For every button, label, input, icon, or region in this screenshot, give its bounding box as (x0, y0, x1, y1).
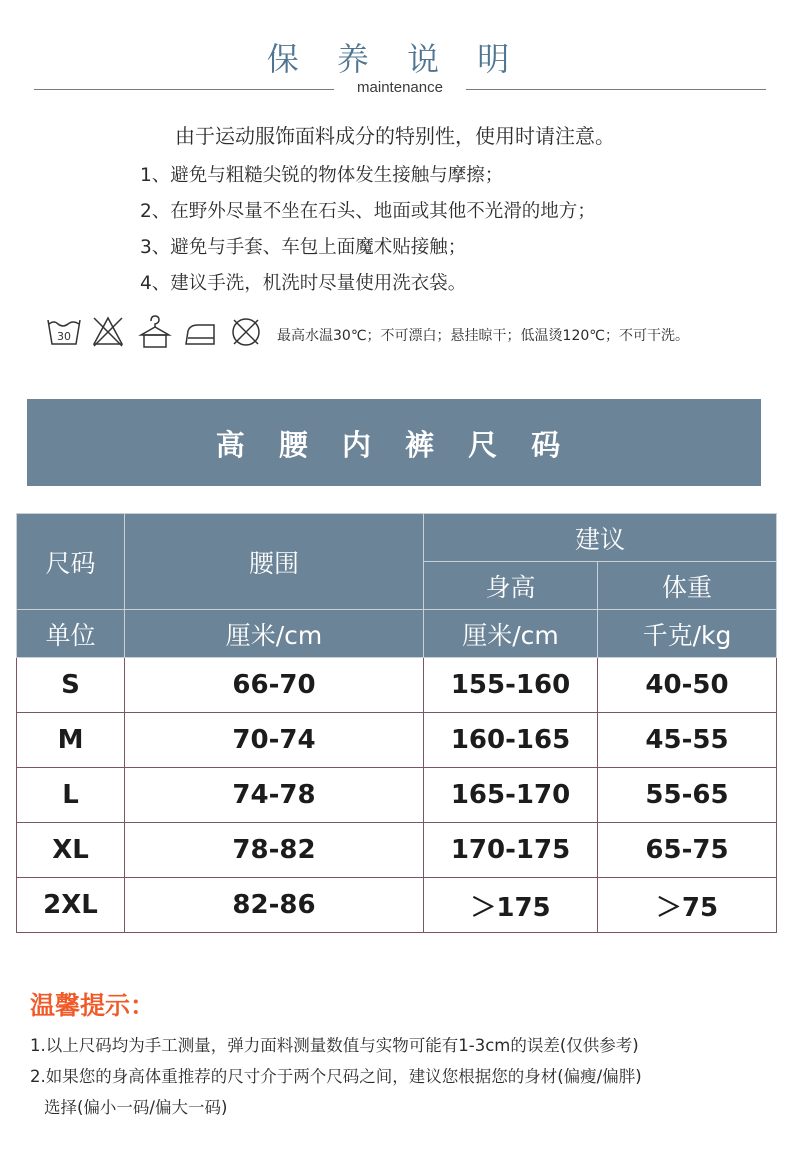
header-size: 尺码 (17, 514, 125, 610)
tips-title: 温馨提示： (30, 991, 156, 1020)
table-row (17, 768, 777, 823)
cell-weight: 55-65 (598, 768, 777, 823)
units-row (17, 610, 777, 658)
cell-waist: 70-74 (125, 713, 424, 768)
low-iron-icon (186, 325, 214, 344)
size-banner-title: 高 腰 内 裤 尺 码 (215, 428, 573, 462)
size-table (16, 513, 777, 933)
header-waist: 腰围 (125, 514, 424, 610)
cell-height: 160-165 (424, 713, 598, 768)
cell-size: S (17, 658, 125, 713)
table-header-row (17, 514, 777, 562)
cell-waist: 82-86 (125, 878, 424, 933)
cell-weight: 65-75 (598, 823, 777, 878)
table-row (17, 878, 777, 933)
wash-30-label: 30 (57, 330, 71, 343)
table-row (17, 713, 777, 768)
care-item: 1、避免与粗糙尖锐的物体发生接触与摩擦； (140, 165, 504, 186)
cell-waist: 74-78 (125, 768, 424, 823)
maintenance-subtitle: maintenance (357, 79, 443, 96)
table-row (17, 823, 777, 878)
unit-label: 单位 (17, 610, 125, 658)
wash-30-icon (48, 320, 80, 344)
cell-size: M (17, 713, 125, 768)
care-symbols-text: 最高水温30℃；不可漂白；悬挂晾干；低温烫120℃；不可干洗。 (277, 328, 689, 344)
maintenance-intro: 由于运动服饰面料成分的特别性，使用时请注意。 (175, 124, 615, 148)
cell-weight: ＞75 (598, 878, 777, 933)
cell-height: 155-160 (424, 658, 598, 713)
header-suggest: 建议 (424, 514, 777, 562)
cell-height: 165-170 (424, 768, 598, 823)
maintenance-title: 保 养 说 明 (266, 40, 524, 78)
cell-size: XL (17, 823, 125, 878)
cell-weight: 45-55 (598, 713, 777, 768)
care-item: 4、建议手洗，机洗时尽量使用洗衣袋。 (140, 273, 467, 294)
header-height: 身高 (424, 562, 598, 610)
divider-right (466, 89, 766, 90)
cell-height: ＞175 (424, 878, 598, 933)
cell-size: L (17, 768, 125, 823)
cell-height: 170-175 (424, 823, 598, 878)
tips-line-1: 1.以上尺码均为手工测量，弹力面料测量数值与实物可能有1-3cm的误差(仅供参考) (30, 1036, 639, 1055)
cell-size: 2XL (17, 878, 125, 933)
header-weight: 体重 (598, 562, 777, 610)
care-item: 3、避免与手套、车包上面魔术贴接触； (140, 237, 467, 258)
hang-dry-icon (141, 316, 169, 347)
cell-waist: 78-82 (125, 823, 424, 878)
unit-height: 厘米/cm (424, 610, 598, 658)
unit-waist: 厘米/cm (125, 610, 424, 658)
no-dry-clean-icon (233, 319, 259, 345)
divider-left (34, 89, 334, 90)
cell-waist: 66-70 (125, 658, 424, 713)
care-icons-row (46, 314, 268, 350)
tips-line-3: 选择(偏小一码/偏大一码) (44, 1098, 228, 1117)
table-row (17, 658, 777, 713)
cell-weight: 40-50 (598, 658, 777, 713)
unit-weight: 千克/kg (598, 610, 777, 658)
no-bleach-icon (94, 318, 122, 346)
tips-line-2: 2.如果您的身高体重推荐的尺寸介于两个尺码之间，建议您根据您的身材(偏瘦/偏胖) (30, 1067, 642, 1086)
care-item: 2、在野外尽量不坐在石头、地面或其他不光滑的地方； (140, 201, 596, 222)
